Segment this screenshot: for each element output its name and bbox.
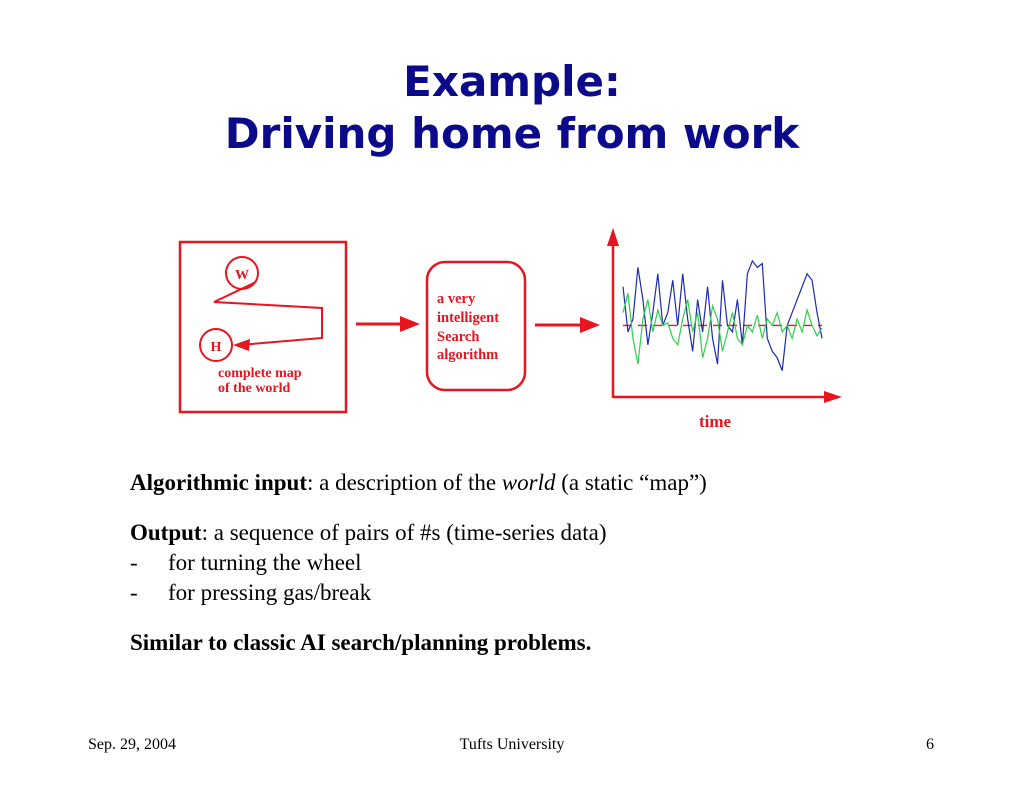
bullet-dash: - <box>130 550 138 575</box>
world-term: world <box>501 470 556 495</box>
bullet-item-wheel <box>130 548 910 578</box>
algorithmic-input-text-a: : a description of the <box>306 470 502 495</box>
title-line-1: Example: <box>403 57 621 106</box>
plot-series-line-2 <box>623 293 822 364</box>
node-h-label: H <box>210 340 222 355</box>
node-w-label: W <box>235 268 249 283</box>
algorithm-label-line-1: a very <box>437 291 476 307</box>
plot-x-label: time <box>698 412 732 431</box>
algorithm-label-line-4: algorithm <box>437 347 499 363</box>
plot-x-axis-arrowhead <box>824 391 842 403</box>
algorithm-label-line-3: Search <box>437 329 480 345</box>
bullet-text-gas: for pressing gas/break <box>168 580 372 605</box>
output-line <box>130 518 910 548</box>
title-line-2: Driving home from work <box>224 109 800 158</box>
algorithmic-input-text-b: (a static “map”) <box>555 470 707 495</box>
plot-series-line-1 <box>623 261 822 371</box>
route-arrowhead <box>233 339 250 351</box>
output-text: : a sequence of pairs of #s (time-series data) <box>201 520 607 545</box>
footer-institution: Tufts University <box>459 736 565 753</box>
algorithm-label-line-2: intelligent <box>437 310 500 326</box>
route-path <box>214 282 322 345</box>
algorithmic-input-line <box>130 468 910 498</box>
output-term: Output <box>130 520 202 545</box>
arrow-algorithm-to-plot-head <box>580 317 600 333</box>
algorithmic-input-term: Algorithmic input <box>130 470 307 495</box>
plot-y-axis-arrowhead <box>607 228 619 246</box>
map-label-line-1: complete map <box>218 366 302 381</box>
footer-date: Sep. 29, 2004 <box>88 736 176 753</box>
bullet-text-wheel: for turning the wheel <box>168 550 362 575</box>
slide-body <box>130 468 910 658</box>
footer-page-number: 6 <box>926 736 934 753</box>
algorithm-box <box>427 262 525 390</box>
conclusion-line <box>130 628 910 658</box>
bullet-dash: - <box>130 580 138 605</box>
arrow-map-to-algorithm-head <box>400 316 420 332</box>
bullet-item-gas <box>130 578 910 608</box>
map-label-line-2: of the world <box>218 381 291 396</box>
plot-series-group <box>623 261 822 371</box>
conclusion-text: Similar to classic AI search/planning problems. <box>130 630 592 655</box>
